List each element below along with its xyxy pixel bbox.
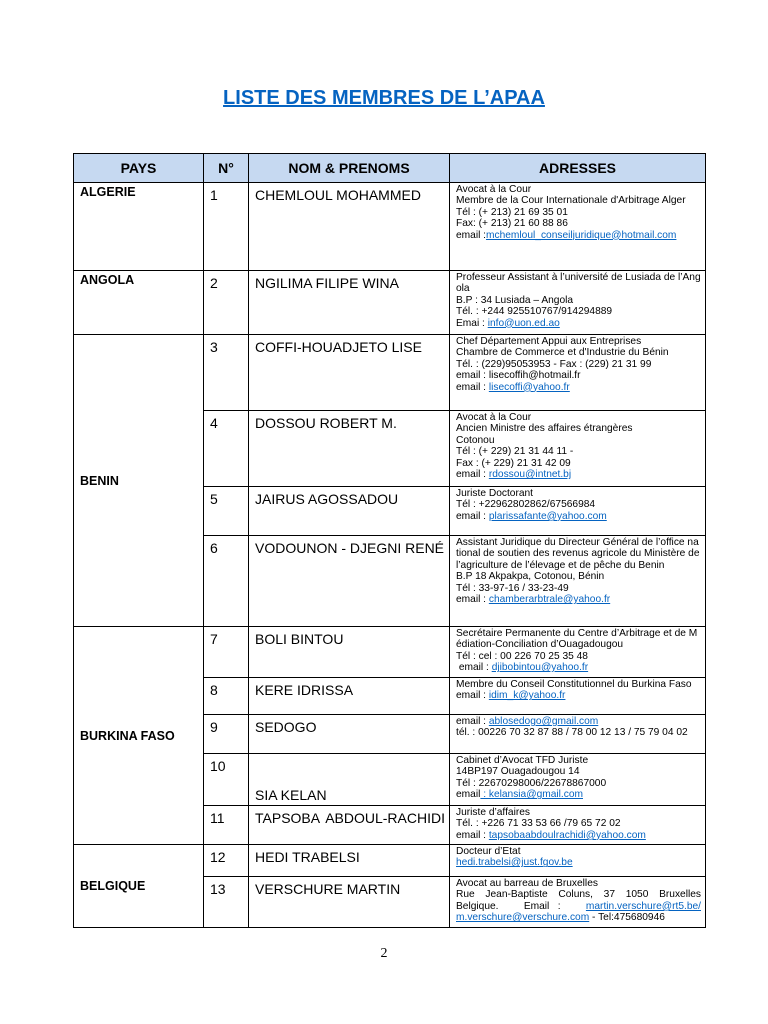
address-line [456,218,701,229]
email-link[interactable]: plarissafante@yahoo.com [488,510,607,522]
address-line [456,679,701,690]
address-line [456,207,701,218]
member-address [450,487,706,536]
address-text: Assistant Juridique du Directeur Général de l’office national de soutien des revenus agricole du Ministère de l’agriculture de l’élevage et de pêche du Benin [456,537,703,571]
address-line [456,306,701,317]
address-line [456,889,701,900]
table-row [74,845,706,877]
address-text: Fax: (+ 213) 21 60 88 86 [456,218,568,230]
address-text: email : [456,469,489,481]
address-text: Cotonou [456,434,495,446]
address-text: Professeur Assistant à l’université de Lusiada de l’Angola [456,272,701,295]
address-line [456,628,701,651]
address-text: tél. : 00226 70 32 87 88 / 78 00 12 13 / 75 79 04 02 [456,727,688,739]
address-line [456,318,701,329]
member-name: SEDOGO [249,715,450,754]
address-text: Tél : 33-97-16 / 33-23-49 [456,582,569,594]
country-cell: BELGIQUE [74,845,204,928]
member-name: HEDI TRABELSI [249,845,450,877]
member-name: TAPSOBA ABDOUL-RACHIDI [249,806,450,845]
email-link[interactable]: tapsobaabdoulrachidi@yahoo.com [488,829,646,841]
address-text: email : [456,716,489,727]
address-line [456,499,701,510]
member-address [450,411,706,487]
member-name: JAIRUS AGOSSADOU [249,487,450,536]
address-text: email : [456,690,489,702]
address-line [456,818,701,829]
address-text: Membre du Conseil Constitutionnel du Burkina Faso [456,679,692,690]
address-text: Emai : [456,317,488,329]
address-text: Secrétaire Permanente du Centre d’Arbitrage et de Médiation-Conciliation d’Ouagadougou [456,628,698,651]
member-name: SIA KELAN [249,754,450,806]
member-number: 8 [204,678,249,715]
address-text: B.P 18 Akpakpa, Cotonou, Bénin [456,571,605,583]
address-text: Tél. : +226 71 33 53 66 /79 65 72 02 [456,818,621,830]
address-line [456,347,701,358]
address-line [456,690,701,701]
address-text: Avocat à la Cour [456,412,532,423]
address-line [456,469,701,480]
address-line [456,423,701,434]
address-line [456,830,701,841]
member-number: 11 [204,806,249,845]
members-table [73,153,706,928]
table-row [74,335,706,411]
email-link[interactable]: hedi.trabelsi@just.fgov.be [456,857,573,869]
address-line [456,511,701,522]
address-text: Tél : 22670298006/22678867000 [456,777,607,789]
email-link[interactable]: ablosedogo@gmail.com [488,716,599,727]
country-cell: BURKINA FASO [74,627,204,845]
column-header-addresses: ADRESSES [450,154,706,183]
address-line [456,727,701,738]
column-header-number: N° [204,154,249,183]
country-cell: ANGOLA [74,271,204,335]
address-line [456,412,701,423]
member-address [450,754,706,806]
address-line [456,766,701,777]
address-line [456,488,701,499]
address-line [456,435,701,446]
address-line [456,184,701,195]
address-text: Rue Jean-Baptiste Coluns, 37 1050 Bruxelles [456,889,701,901]
member-address [450,715,706,754]
table-row [74,627,706,678]
member-address [450,536,706,627]
email-link[interactable]: djibobintou@yahoo.fr [491,662,589,674]
address-line [456,446,701,457]
address-text: email : [456,510,489,522]
address-line [456,857,701,868]
email-link[interactable]: martin.verschure@rt5.be/ [585,900,701,912]
address-text: Membre de la Cour Internationale d'Arbitrage Alger [456,195,686,207]
address-line [456,272,701,295]
address-text: Chambre de Commerce et d'Industrie du Bénin [456,347,669,359]
address-text: Tél : +22962802862/67566984 [456,499,596,511]
address-line [456,846,701,857]
address-text: Juriste d’affaires [456,807,530,818]
member-address [450,877,706,928]
email-link[interactable]: idim_k@yahoo.fr [488,690,566,702]
address-line [456,583,701,594]
address-line [456,537,701,571]
member-name: KERE IDRISSA [249,678,450,715]
address-line [456,230,701,241]
email-link[interactable]: rdossou@intnet.bj [488,469,572,481]
address-text: Fax : (+ 229) 21 31 42 09 [456,457,571,469]
address-line [456,336,701,347]
address-text: Cabinet d’Avocat TFD Juriste [456,755,589,766]
address-line [456,662,701,673]
address-line [456,789,701,800]
member-number: 7 [204,627,249,678]
address-line [456,901,701,912]
member-number: 12 [204,845,249,877]
address-line [456,807,701,818]
member-number: 10 [204,754,249,806]
address-line [456,755,701,766]
table-row [74,183,706,271]
address-text: Tél. : +244 925510767/914294889 [456,306,613,318]
address-text: Docteur d’Etat [456,846,521,857]
member-name: COFFI-HOUADJETO LISE [249,335,450,411]
member-name: DOSSOU ROBERT M. [249,411,450,487]
member-name: VODOUNON - DJEGNI RENÉ [249,536,450,627]
member-name: CHEMLOUL MOHAMMED [249,183,450,271]
table-row [74,271,706,335]
member-number: 6 [204,536,249,627]
address-text: email : lisecoffih@hotmail.fr [456,370,581,382]
member-address [450,806,706,845]
email-link[interactable]: mchemloul_conseiljuridique@hotmail.com [486,229,677,241]
member-number: 9 [204,715,249,754]
address-line [456,594,701,605]
member-address [450,183,706,271]
member-number: 2 [204,271,249,335]
member-number: 4 [204,411,249,487]
member-name: NGILIMA FILIPE WINA [249,271,450,335]
member-address [450,678,706,715]
member-name: BOLI BINTOU [249,627,450,678]
address-text: Tél. : (229)95053953 - Fax : (229) 21 31 99 [456,358,652,370]
address-line [456,778,701,789]
column-header-name: NOM & PRENOMS [249,154,450,183]
page-number: 2 [380,946,388,961]
email-link[interactable]: info@uon.ed.ao [487,317,560,329]
email-link[interactable]: : kelansia@gmail.com [480,789,583,801]
member-number: 13 [204,877,249,928]
address-text: email : [456,829,489,841]
address-line [456,458,701,469]
email-link[interactable]: chamberarbtrale@yahoo.fr [488,594,611,606]
address-text: Juriste Doctorant [456,488,534,499]
address-text: Avocat au barreau de Bruxelles [456,878,598,889]
address-line [456,370,701,381]
address-text: email : [456,594,489,606]
page-title: LISTE DES MEMBRES DE L’APAA [223,87,545,109]
address-text: Belgique. Email : [456,900,586,912]
column-header-pays: PAYS [74,154,204,183]
member-name: VERSCHURE MARTIN [249,877,450,928]
address-text: 14BP197 Ouagadougou 14 [456,766,580,778]
member-address [450,271,706,335]
address-line [456,359,701,370]
country-cell: BENIN [74,335,204,627]
address-text: Tél : cel : 00 226 70 25 35 48 [456,650,588,662]
member-number: 3 [204,335,249,411]
member-address [450,845,706,877]
country-cell: ALGERIE [74,183,204,271]
table-header-row [74,154,706,183]
address-line [456,878,701,889]
email-link[interactable]: m.verschure@verschure.com [456,912,590,924]
address-text: email [456,789,481,801]
address-line [456,382,701,393]
address-line [456,571,701,582]
address-line [456,716,701,727]
address-line [456,195,701,206]
address-text: - Tel:475680946 [589,912,665,924]
address-text: B.P : 34 Lusiada – Angola [456,294,574,306]
address-text: Tél : (+ 213) 21 69 35 01 [456,206,568,218]
address-text: Avocat à la Cour [456,184,532,195]
member-number: 1 [204,183,249,271]
address-text: email : [456,229,487,241]
address-line [456,651,701,662]
member-address [450,335,706,411]
address-text: email : [456,381,489,393]
address-text: Chef Département Appui aux Entreprises [456,336,642,347]
email-link[interactable]: lisecoffi@yahoo.fr [488,381,570,393]
address-text: Ancien Ministre des affaires étrangères [456,423,633,435]
address-text: Tél : (+ 229) 21 31 44 11 - [456,446,574,458]
member-number: 5 [204,487,249,536]
member-address [450,627,706,678]
address-text: email : [456,662,492,674]
address-line [456,295,701,306]
address-line [456,912,701,923]
